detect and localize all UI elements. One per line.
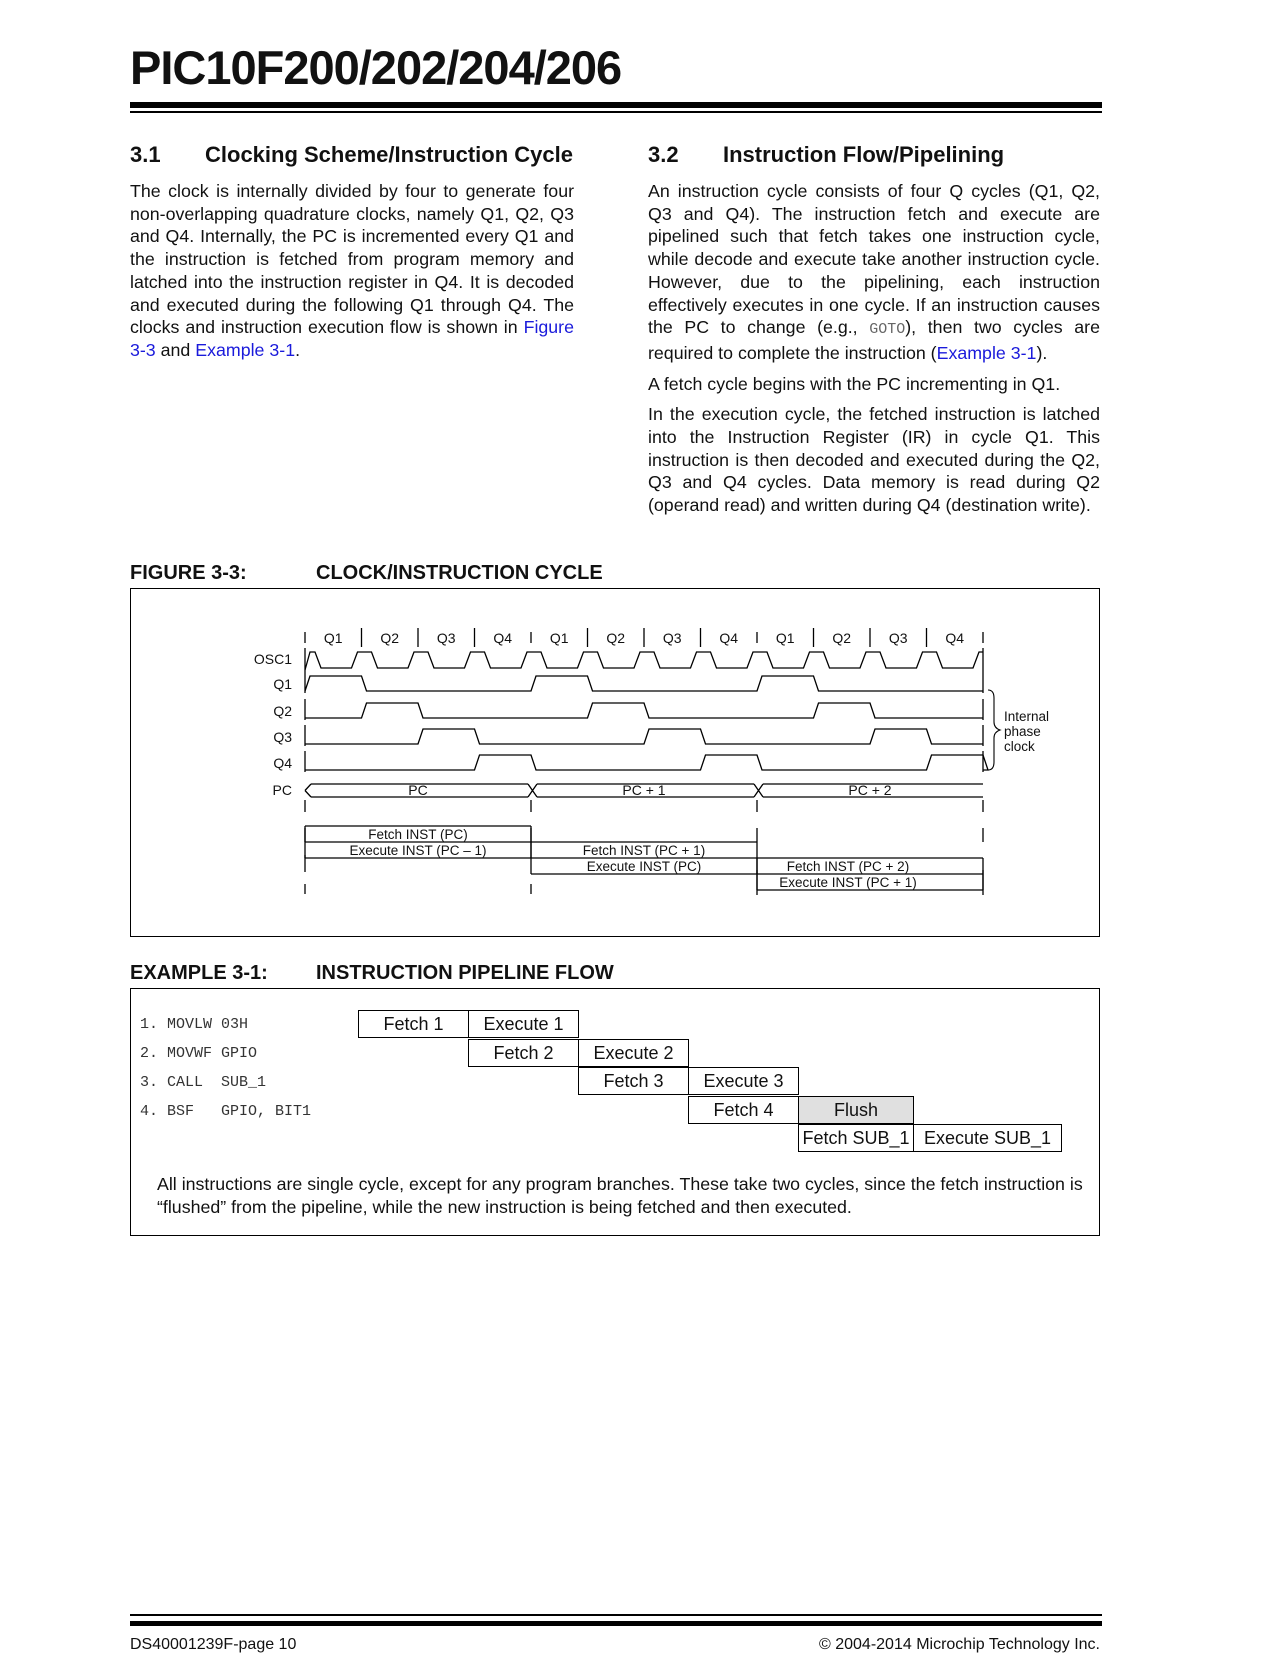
paragraph-text: and: [155, 339, 196, 360]
brace-label: phase: [1004, 724, 1041, 739]
paragraph-text: ), then two cycles are required to complete the instruction (: [648, 317, 1100, 363]
brace-label: Internal: [1004, 709, 1050, 724]
q-phase-label: Q4: [719, 630, 739, 646]
pc-value-label: PC + 2: [848, 782, 892, 798]
paragraph-text: An instruction cycle consists of four Q cycles (Q1, Q2, Q3 and Q4). The instruction fetch and execute are pipelined such that fetch takes one instruction cycle, while decode and execute take another instruction cycle. However, due to the pipelining, each instruction effectively executes in one cycle. If an instruction causes the PC to change (e.g.,: [648, 181, 1100, 338]
section-number: 3.2: [648, 142, 679, 167]
paragraph-text: The clock is internally divided by four to generate four non-overlapping quadrature clocks, namely Q1, Q2, Q3 and Q4. Internally, the PC is incremented every Q1 and the instruction is fetched from program memory and latched into the instruction register in Q4. It is decoded and executed during the following Q1 through Q4. The clocks and instruction execution flow is shown in: [130, 181, 574, 338]
signal-label: Q3: [273, 729, 292, 745]
q4-waveform: [305, 755, 988, 770]
figure-title: CLOCK/INSTRUCTION CYCLE: [316, 562, 603, 584]
footer-doc-number: DS40001239F-page 10: [130, 1636, 297, 1653]
section-3-2-paragraph-3: In the execution cycle, the fetched instruction is latched into the Instruction Register (IR) in cycle Q1. This instruction is then decoded and executed during the Q2, Q3 and Q4 cycles. Data memory is read during Q2 (operand read) and written during Q4 (destination write).: [648, 404, 1100, 516]
fetch-inst-label: Fetch INST (PC): [368, 827, 468, 842]
q-phase-label: Q2: [380, 630, 400, 646]
q-phase-label: Q1: [323, 630, 343, 646]
figure-label: FIGURE 3-3:: [130, 562, 247, 584]
instruction-line-3: 3. CALL SUB_1: [140, 1074, 267, 1091]
footer-copyright: © 2004-2014 Microchip Technology Inc.: [819, 1636, 1100, 1653]
fetch-inst-label: Fetch INST (PC + 2): [786, 859, 910, 874]
pc-bus-transition: [528, 784, 537, 797]
section-number: 3.1: [130, 142, 161, 167]
pipeline-cell-execute-1: Execute 1: [468, 1010, 579, 1038]
instruction-line-1: 1. MOVLW 03H: [140, 1016, 249, 1033]
q-phase-label: Q1: [549, 630, 569, 646]
pc-value-label: PC + 1: [622, 782, 666, 798]
brace-label: clock: [1004, 739, 1035, 754]
signal-label: Q1: [273, 676, 292, 692]
osc1-waveform: [305, 652, 983, 670]
pipeline-cell-execute-sub1: Execute SUB_1: [913, 1124, 1062, 1152]
instruction-line-4: 4. BSF GPIO, BIT1: [140, 1103, 312, 1120]
q-phase-label: Q4: [493, 630, 513, 646]
q3-waveform: [305, 729, 983, 744]
execute-inst-label: Execute INST (PC): [586, 859, 702, 874]
footer-rule-thin: [130, 1614, 1102, 1616]
phase-clock-brace: [988, 690, 1000, 770]
example-title: INSTRUCTION PIPELINE FLOW: [316, 962, 614, 984]
example-3-1-link[interactable]: Example 3-1: [936, 342, 1037, 363]
fetch-inst-label: Fetch INST (PC + 1): [582, 843, 706, 858]
pipeline-cell-fetch-3: Fetch 3: [578, 1067, 689, 1095]
pipeline-cell-fetch-2: Fetch 2: [468, 1039, 579, 1067]
pc-bus-start: [305, 784, 311, 797]
q-phase-label: Q2: [606, 630, 626, 646]
pipeline-cell-fetch-4: Fetch 4: [688, 1096, 799, 1124]
execute-inst-label: Execute INST (PC – 1): [349, 843, 487, 858]
paragraph-text: ).: [1036, 342, 1048, 363]
example-3-1-heading: [130, 962, 614, 985]
pipeline-cell-execute-2: Execute 2: [578, 1039, 689, 1067]
section-title: Instruction Flow/Pipelining: [723, 142, 1005, 167]
q-phase-label: Q3: [888, 630, 908, 646]
section-3-2-paragraph-2: A fetch cycle begins with the PC incrementing in Q1.: [648, 373, 1061, 394]
example-label: EXAMPLE 3-1:: [130, 962, 268, 984]
pipeline-cell-execute-3: Execute 3: [688, 1067, 799, 1095]
q-phase-label: Q1: [775, 630, 795, 646]
signal-label: PC: [272, 782, 292, 798]
q-phase-label: Q3: [436, 630, 456, 646]
q1-waveform: [305, 676, 983, 691]
document-title: PIC10F200/202/204/206: [130, 41, 622, 94]
signal-label: Q2: [273, 703, 292, 719]
pc-bus-transition: [754, 784, 763, 797]
pc-value-label: PC: [408, 782, 428, 798]
pipeline-note: All instructions are single cycle, except for any program branches. These take two cycles, since the fetch instruction is “flushed” from the pipeline, while the new instruction is being fetched and then executed.: [157, 1174, 1083, 1217]
signal-label: OSC1: [253, 651, 292, 667]
pipeline-cell-fetch-sub1: Fetch SUB_1: [798, 1124, 914, 1152]
q-phase-label: Q3: [662, 630, 682, 646]
q-phase-label: Q4: [945, 630, 965, 646]
pipeline-cell-flush: Flush: [798, 1096, 914, 1124]
q2-waveform: [305, 703, 983, 718]
goto-code: GOTO: [869, 321, 906, 339]
paragraph-text: .: [295, 339, 301, 360]
example-3-1-link[interactable]: Example 3-1: [195, 339, 296, 360]
instruction-line-2: 2. MOVWF GPIO: [140, 1045, 258, 1062]
section-title: Clocking Scheme/Instruction Cycle: [205, 142, 573, 167]
execute-inst-label: Execute INST (PC + 1): [779, 875, 917, 890]
figure-3-3-link[interactable]: Figure 3-3: [130, 317, 574, 360]
pipeline-cell-fetch-1: Fetch 1: [358, 1010, 469, 1038]
signal-label: Q4: [273, 755, 292, 771]
q-phase-label: Q2: [832, 630, 852, 646]
footer-rule-thick: [130, 1621, 1102, 1626]
